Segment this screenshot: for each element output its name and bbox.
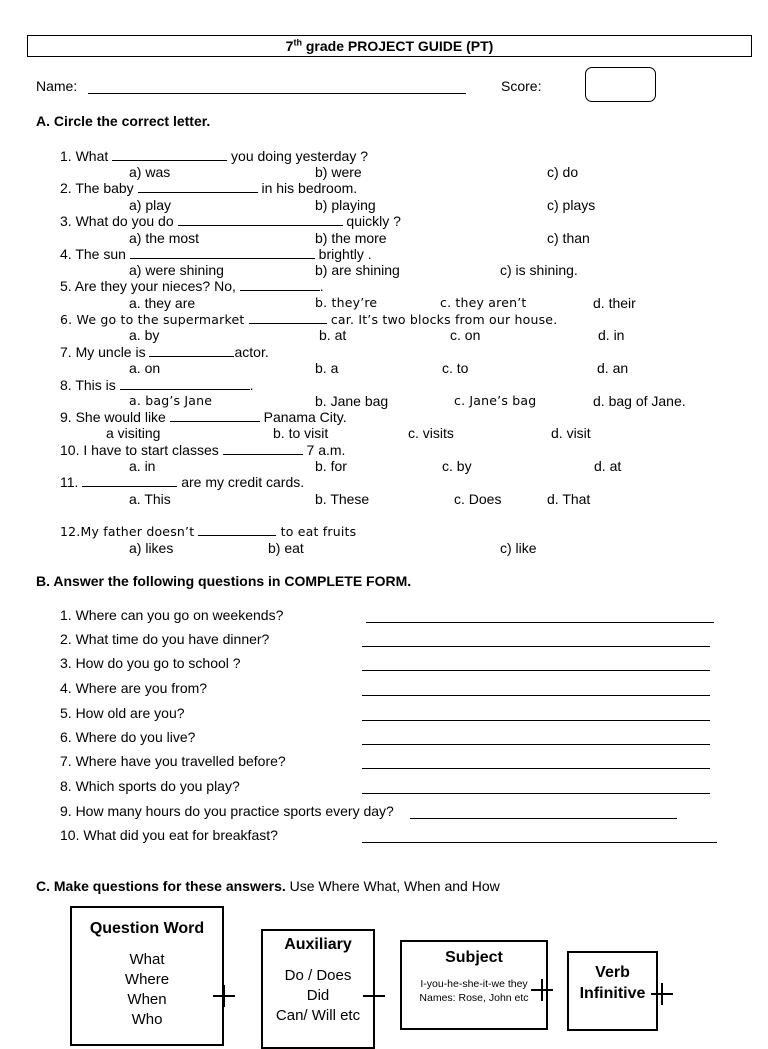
answer-line[interactable] <box>362 695 710 696</box>
plus-icon <box>531 979 553 1001</box>
answer-blank[interactable] <box>138 180 258 193</box>
option[interactable]: a. This <box>129 491 171 507</box>
option[interactable]: c. by <box>442 458 472 474</box>
option[interactable]: a) likes <box>129 540 174 556</box>
auxiliary-box <box>261 929 375 1049</box>
answer-blank[interactable] <box>112 148 227 161</box>
plus-icon <box>363 985 385 1007</box>
option[interactable]: b. a <box>315 360 339 376</box>
question-text-end: quickly ? <box>342 213 401 229</box>
auxiliary-did: Did <box>306 987 330 1004</box>
auxiliary-head: Auxiliary <box>284 936 352 953</box>
question-a-12 <box>60 523 356 539</box>
question-text-end: you doing yesterday ? <box>227 148 369 164</box>
option[interactable]: c. visits <box>408 425 454 441</box>
option[interactable]: d. That <box>547 491 591 507</box>
verb-head: Verb <box>595 964 630 981</box>
question-a-2 <box>60 180 357 196</box>
question-text-end: are my credit cards. <box>177 474 305 490</box>
question-a-11 <box>60 474 304 490</box>
answer-blank[interactable] <box>130 246 315 259</box>
question-text: 12.My father doesn’t <box>60 524 199 539</box>
page-title: 7th grade PROJECT GUIDE (PT) <box>27 35 752 57</box>
question-text: 10. I have to start classes <box>60 442 223 458</box>
question-b-8: 8. Which sports do you play? <box>60 778 240 794</box>
question-word-when: When <box>127 991 167 1008</box>
option[interactable]: c) plays <box>547 197 596 213</box>
option[interactable]: a. they are <box>129 295 196 311</box>
option[interactable]: d. visit <box>551 425 591 441</box>
question-text-end: . <box>319 278 324 294</box>
answer-blank[interactable] <box>240 278 320 291</box>
option[interactable]: c. they aren’t <box>440 295 527 310</box>
question-text: 1. What <box>60 148 113 164</box>
question-b-1: 1. Where can you go on weekends? <box>60 607 284 623</box>
question-b-6: 6. Where do you live? <box>60 729 196 745</box>
question-a-10 <box>60 442 345 458</box>
question-text: 3. What do you do <box>60 213 178 229</box>
score-field[interactable] <box>585 67 656 102</box>
question-text-end: brightly . <box>314 246 372 262</box>
answer-blank[interactable] <box>249 311 327 324</box>
answer-line[interactable] <box>362 793 710 794</box>
question-text-end: in his bedroom. <box>257 180 358 196</box>
option[interactable]: b. at <box>319 327 347 343</box>
option[interactable]: c) like <box>500 540 537 556</box>
answer-line[interactable] <box>362 670 710 671</box>
question-text: 6. We go to the supermarket <box>60 312 249 327</box>
answer-line[interactable] <box>362 646 710 647</box>
question-text-end: Panama City. <box>259 409 347 425</box>
question-b-2: 2. What time do you have dinner? <box>60 631 270 647</box>
question-a-1 <box>60 148 368 164</box>
option[interactable]: a. on <box>129 360 161 376</box>
question-a-4 <box>60 246 372 262</box>
question-text: 8. This is <box>60 377 120 393</box>
option[interactable]: a. in <box>129 458 156 474</box>
question-b-4: 4. Where are you from? <box>60 680 208 696</box>
option[interactable]: b. for <box>315 458 347 474</box>
plus-icon <box>213 985 235 1007</box>
question-a-6 <box>60 311 557 327</box>
score-label: Score: <box>501 78 542 94</box>
auxiliary-can-will: Can/ Will etc <box>275 1007 361 1024</box>
option[interactable]: a) play <box>129 197 172 213</box>
question-b-9: 9. How many hours do you practice sports every day? <box>60 803 394 819</box>
option[interactable]: b) eat <box>268 540 304 556</box>
option[interactable]: a) the most <box>129 230 200 246</box>
option[interactable]: a. by <box>129 327 160 343</box>
name-label: Name: <box>36 78 78 94</box>
option[interactable]: d. an <box>597 360 629 376</box>
option[interactable]: a visiting <box>106 425 161 441</box>
subject-head: Subject <box>445 949 503 966</box>
question-a-8 <box>60 377 254 393</box>
option[interactable]: b) are shining <box>315 262 400 278</box>
option[interactable]: c. Does <box>454 491 502 507</box>
answer-blank[interactable] <box>198 523 276 536</box>
question-word-head: Question Word <box>89 920 205 937</box>
option[interactable]: a. bag’s Jane <box>129 393 213 408</box>
question-text-end: to eat fruits <box>276 524 357 539</box>
verb-box <box>567 951 658 1031</box>
question-b-7: 7. Where have you travelled before? <box>60 753 286 769</box>
option[interactable]: b. These <box>315 491 370 507</box>
section-c-heading: C. Make questions for these answers. Use Where What, When and How <box>36 878 500 894</box>
question-text: 4. The sun <box>60 246 130 262</box>
option[interactable]: c) do <box>547 164 579 180</box>
question-text-end: actor. <box>234 344 269 360</box>
question-b-10: 10. What did you eat for breakfast? <box>60 827 278 843</box>
answer-blank[interactable] <box>120 377 250 390</box>
option[interactable]: b) the more <box>315 230 387 246</box>
option[interactable]: d. bag of Jane. <box>593 393 686 409</box>
option[interactable]: a) was <box>129 164 171 180</box>
question-a-5 <box>60 278 324 294</box>
infinitive-head: Infinitive <box>579 985 646 1002</box>
question-text-end: . <box>249 377 254 393</box>
answer-line[interactable] <box>362 744 710 745</box>
option[interactable]: c. on <box>450 327 481 343</box>
subject-pronouns: I-you-he-she-it-we they <box>420 978 528 990</box>
option[interactable]: b) playing <box>315 197 376 213</box>
option[interactable]: c. to <box>442 360 469 376</box>
question-a-9 <box>60 409 347 425</box>
question-text-end: 7 a.m. <box>302 442 346 458</box>
question-b-3: 3. How do you go to school ? <box>60 655 241 671</box>
option[interactable]: b) were <box>315 164 362 180</box>
question-word-who: Who <box>131 1011 163 1028</box>
section-a-heading: A. Circle the correct letter. <box>36 113 211 129</box>
option[interactable]: c. Jane’s bag <box>454 393 537 408</box>
question-text: 2. The baby <box>60 180 138 196</box>
question-text: 11. <box>60 474 83 490</box>
question-word-box <box>70 906 224 1046</box>
question-a-7 <box>60 344 269 360</box>
answer-line[interactable] <box>410 818 677 819</box>
question-word-where: Where <box>124 971 170 988</box>
subject-names: Names: Rose, John etc <box>419 992 529 1004</box>
option[interactable]: b. to visit <box>273 425 329 441</box>
answer-blank[interactable] <box>223 442 303 455</box>
answer-blank[interactable] <box>170 409 260 422</box>
question-text-end: car. It’s two blocks from our house. <box>326 312 558 327</box>
question-b-5: 5. How old are you? <box>60 705 185 721</box>
question-a-3 <box>60 213 401 229</box>
answer-blank[interactable] <box>149 344 234 357</box>
question-text: 7. My uncle is <box>60 344 150 360</box>
plus-icon <box>651 983 673 1005</box>
question-text: 9. She would like <box>60 409 170 425</box>
answer-line[interactable] <box>362 842 717 843</box>
answer-blank[interactable] <box>82 474 177 487</box>
option[interactable]: b. Jane bag <box>315 393 389 409</box>
question-text: 5. Are they your nieces? No, <box>60 278 240 294</box>
option[interactable]: d. in <box>598 327 625 343</box>
name-field[interactable] <box>88 93 466 94</box>
option[interactable]: c) is shining. <box>500 262 578 278</box>
option[interactable]: c) than <box>547 230 590 246</box>
section-b-heading: B. Answer the following questions in COMPLETE FORM. <box>36 573 412 589</box>
question-word-what: What <box>129 951 165 968</box>
auxiliary-do-does: Do / Does <box>284 967 352 984</box>
option[interactable]: d. their <box>593 295 636 311</box>
option[interactable]: d. at <box>594 458 622 474</box>
option[interactable]: a) were shining <box>129 262 224 278</box>
answer-line[interactable] <box>366 622 714 623</box>
answer-line[interactable] <box>362 768 710 769</box>
answer-blank[interactable] <box>178 213 343 226</box>
answer-line[interactable] <box>362 720 710 721</box>
option[interactable]: b. they’re <box>315 295 378 310</box>
subject-box <box>400 940 548 1030</box>
